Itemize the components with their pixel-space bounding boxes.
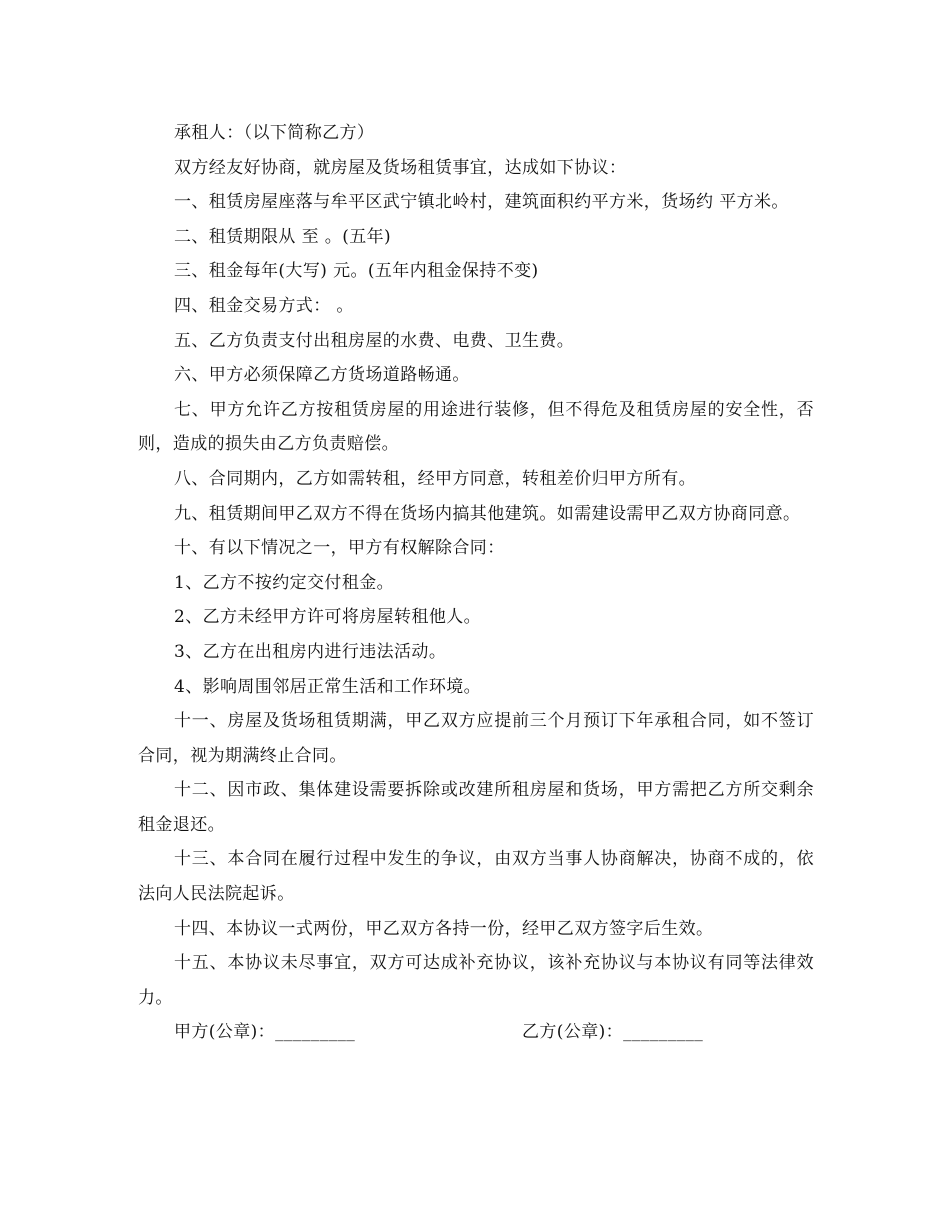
preamble: 双方经友好协商，就房屋及货场租赁事宜，达成如下协议：	[174, 157, 627, 178]
party-b-signature: 乙方(公章)：_________	[522, 1022, 704, 1043]
clause-10-termination: 十、有以下情况之一，甲方有权解除合同：	[174, 538, 505, 559]
clause-1-premises: 一、租赁房屋座落与牟平区武宁镇北岭村，建筑面积约平方米，货场约 平方米。	[174, 192, 789, 213]
clause-15-supplement: 十五、本协议未尽事宜，双方可达成补充协议，该补充协议与本协议有同等法律效力。	[138, 953, 814, 1008]
termination-item-3: 3、乙方在出租房内进行违法活动。	[174, 641, 447, 662]
tenant-line: 承租人：（以下简称乙方）	[174, 123, 375, 143]
party-a-signature: 甲方(公章)：_________	[174, 1022, 356, 1043]
clause-4-payment-method: 四、租金交易方式： 。	[174, 295, 354, 316]
clause-12-demolition: 十二、因市政、集体建设需要拆除或改建所租房屋和货场，甲方需把乙方所交剩余租金退还。	[138, 780, 814, 835]
termination-item-2: 2、乙方未经甲方许可将房屋转租他人。	[174, 607, 482, 628]
contract-body	[138, 116, 814, 1050]
clause-5-utilities: 五、乙方负责支付出租房屋的水费、电费、卫生费。	[174, 330, 575, 351]
clause-9-construction: 九、租赁期间甲乙双方不得在货场内搞其他建筑。如需建设需甲乙双方协商同意。	[174, 503, 801, 524]
clause-3-rent: 三、租金每年(大写) 元。(五年内租金保持不变)	[174, 261, 539, 282]
clause-2-term: 二、租赁期限从 至 。(五年)	[174, 226, 392, 247]
clause-7-renovation: 七、甲方允许乙方按租赁房屋的用途进行装修，但不得危及租赁房屋的安全性，否则，造成的损失由乙方负责赔偿。	[138, 399, 814, 455]
clause-8-sublease: 八、合同期内，乙方如需转租，经甲方同意，转租差价归甲方所有。	[174, 468, 696, 489]
signature-row	[138, 1015, 814, 1050]
clause-13-disputes: 十三、本合同在履行过程中发生的争议，由双方当事人协商解决，协商不成的，依法向人民法院起诉。	[138, 849, 814, 905]
termination-item-4: 4、影响周围邻居正常生活和工作环境。	[174, 676, 482, 697]
clause-11-renewal: 十一、房屋及货场租赁期满，甲乙双方应提前三个月预订下年承租合同，如不签订合同，视为期满终止合同。	[138, 711, 814, 766]
clause-6-road-access: 六、甲方必须保障乙方货场道路畅通。	[174, 365, 470, 386]
clause-14-copies: 十四、本协议一式两份，甲乙双方各持一份，经甲乙双方签字后生效。	[174, 918, 714, 939]
termination-item-1: 1、乙方不按约定交付租金。	[174, 572, 395, 593]
